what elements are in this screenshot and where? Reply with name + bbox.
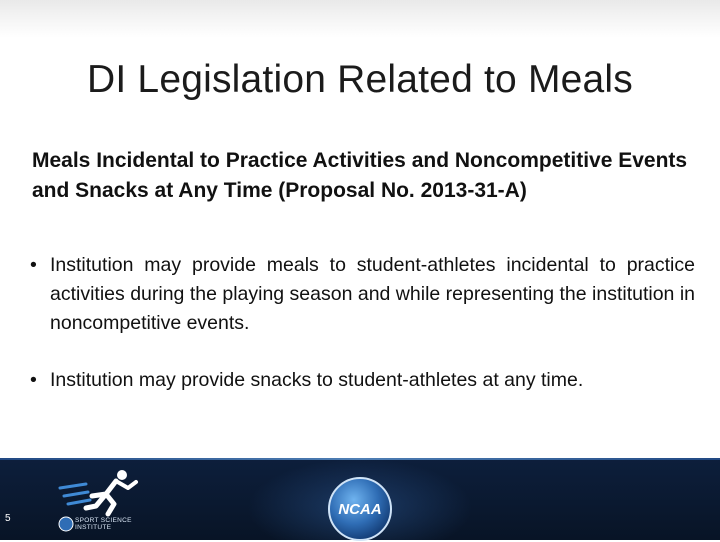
bullet-item [30,366,695,395]
ncaa-logo-text: NCAA [338,501,382,518]
top-gradient-bar [0,0,720,38]
bullet-text: Institution may provide meals to student-athletes incidental to practice activities during the playing season and while representing the institution in noncompetitive events. [50,254,695,334]
slide-subtitle: Meals Incidental to Practice Activities and Noncompetitive Events and Snacks at Any Time (Proposal No. 2013-31-A) [32,149,688,202]
bullet-item [30,251,695,338]
bullet-symbol: • [30,369,37,391]
bullet-list [30,251,695,395]
slide-title: DI Legislation Related to Meals [87,58,633,101]
bullet-text: Institution may provide snacks to student-athletes at any time. [50,369,584,391]
bullet-symbol: • [30,254,37,276]
footer-accent-line [0,458,720,460]
ssi-logo-text: SPORT SCIENCE INSTITUTE [75,517,132,531]
footer-bar [0,458,720,540]
page-number: 5 [5,513,11,524]
ncaa-disc-icon [327,476,393,542]
